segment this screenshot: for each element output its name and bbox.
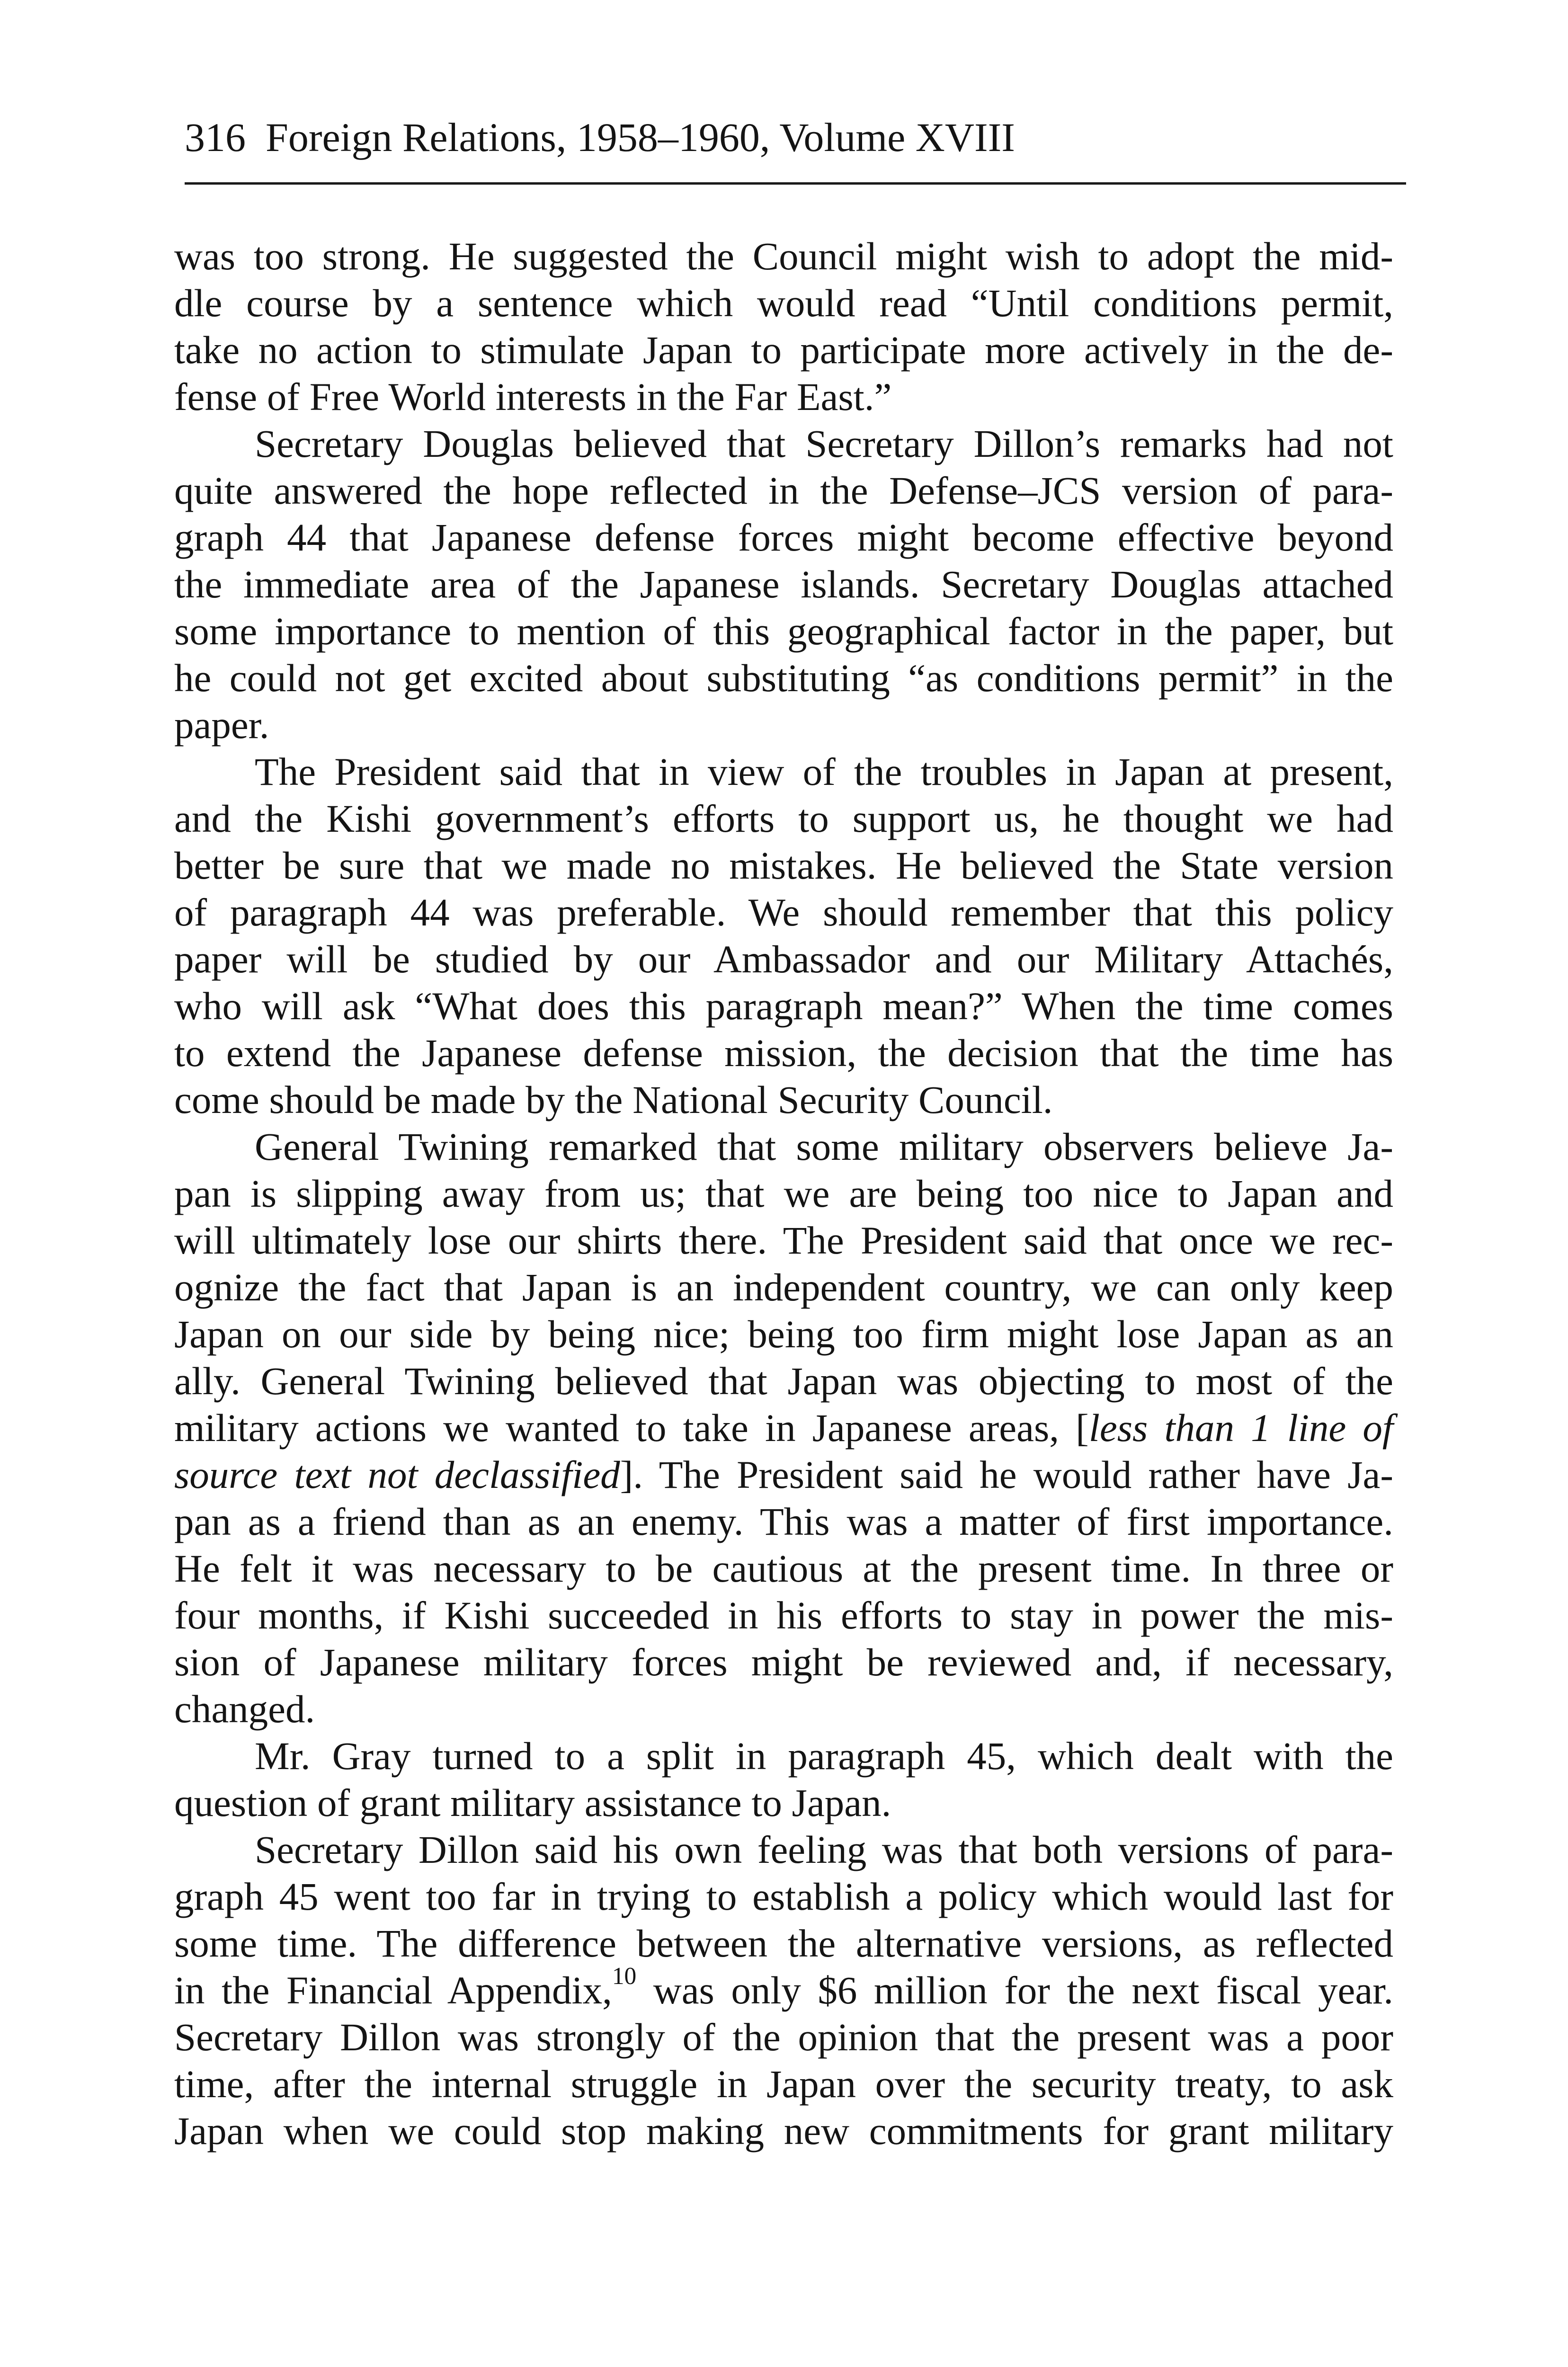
text-line: ognize the fact that Japan is an independent country, we can only keep	[174, 1265, 1393, 1309]
text-line: who will ask “What does this paragraph mean?” When the time comes	[174, 984, 1393, 1028]
text-line: quite answered the hope reflected in the Defense–JCS version of para-	[174, 469, 1393, 512]
text-segment: was only $6 million for the next fiscal year.	[636, 1968, 1394, 2012]
text-line: will ultimately lose our shirts there. The President said that once we rec-	[174, 1219, 1393, 1262]
text-line: pan as a friend than as an enemy. This was a matter of first importance.	[174, 1500, 1393, 1543]
text-segment: ]. The President said he would rather have Ja-	[620, 1453, 1394, 1496]
text-line: graph 44 that Japanese defense forces might become effective beyond	[174, 516, 1393, 559]
text-line: sion of Japanese military forces might be reviewed and, if necessary,	[174, 1640, 1393, 1684]
text-line: four months, if Kishi succeeded in his efforts to stay in power the mis-	[174, 1593, 1393, 1637]
paragraph-start-line: Secretary Dillon said his own feeling was that both versions of para-	[255, 1828, 1393, 1871]
italic-text: source text not declassified	[174, 1453, 620, 1496]
text-line: some time. The difference between the alternative versions, as reflected	[174, 1922, 1393, 1965]
paragraph-start-line: Mr. Gray turned to a split in paragraph 45, which dealt with the	[255, 1734, 1393, 1778]
text-line: and the Kishi government’s efforts to support us, he thought we had	[174, 797, 1393, 840]
text-line: Japan on our side by being nice; being too firm might lose Japan as an	[174, 1312, 1393, 1356]
text-line	[174, 1962, 1394, 2014]
text-line: changed.	[174, 1687, 315, 1731]
text-line: dle course by a sentence which would read “Until conditions permit,	[174, 281, 1393, 325]
running-title: Foreign Relations, 1958–1960, Volume XVIII	[266, 115, 1015, 160]
text-line: question of grant military assistance to Japan.	[174, 1781, 891, 1824]
paragraph-start-line: Secretary Douglas believed that Secretary Dillon’s remarks had not	[255, 422, 1393, 465]
text-line: paper will be studied by our Ambassador and our Military Attachés,	[174, 937, 1393, 981]
text-line: He felt it was necessary to be cautious at the present time. In three or	[174, 1547, 1393, 1590]
text-line: to extend the Japanese defense mission, the decision that the time has	[174, 1031, 1393, 1075]
paragraph-start-line: General Twining remarked that some military observers believe Ja-	[255, 1125, 1393, 1168]
running-head	[185, 114, 1406, 185]
text-line: of paragraph 44 was preferable. We should remember that this policy	[174, 890, 1393, 934]
page-number: 316	[185, 115, 246, 160]
text-line: graph 45 went too far in trying to establish a policy which would last for	[174, 1875, 1393, 1918]
text-line: Japan when we could stop making new commitments for grant military	[174, 2109, 1393, 2153]
text-line: paper.	[174, 703, 269, 747]
text-line: time, after the internal struggle in Japan over the security treaty, to ask	[174, 2062, 1393, 2106]
text-line: was too strong. He suggested the Council might wish to adopt the mid-	[174, 234, 1393, 278]
italic-text: less than 1 line of	[1088, 1406, 1393, 1450]
text-line: ally. General Twining believed that Japan was objecting to most of the	[174, 1359, 1393, 1403]
text-line: Secretary Dillon was strongly of the opinion that the present was a poor	[174, 2015, 1393, 2059]
text-line: pan is slipping away from us; that we are being too nice to Japan and	[174, 1172, 1393, 1215]
text-line: fense of Free World interests in the Far East.”	[174, 375, 892, 418]
text-line	[174, 1405, 1393, 1451]
body-text	[174, 233, 1393, 2154]
text-line: the immediate area of the Japanese islands. Secretary Douglas attached	[174, 562, 1393, 606]
text-line: he could not get excited about substituting “as conditions permit” in the	[174, 656, 1393, 700]
text-line: better be sure that we made no mistakes. He believed the State version	[174, 844, 1393, 887]
paragraph-start-line: The President said that in view of the troubles in Japan at present,	[255, 750, 1393, 793]
text-segment: in the Financial Appendix,	[174, 1968, 612, 2012]
text-line: come should be made by the National Security Council.	[174, 1078, 1053, 1121]
text-line: some importance to mention of this geographical factor in the paper, but	[174, 609, 1393, 653]
text-line: take no action to stimulate Japan to participate more actively in the de-	[174, 328, 1393, 372]
footnote-reference[interactable]: 10	[612, 1962, 637, 1990]
text-segment: military actions we wanted to take in Japanese areas, [	[174, 1406, 1089, 1450]
text-line	[174, 1451, 1393, 1498]
